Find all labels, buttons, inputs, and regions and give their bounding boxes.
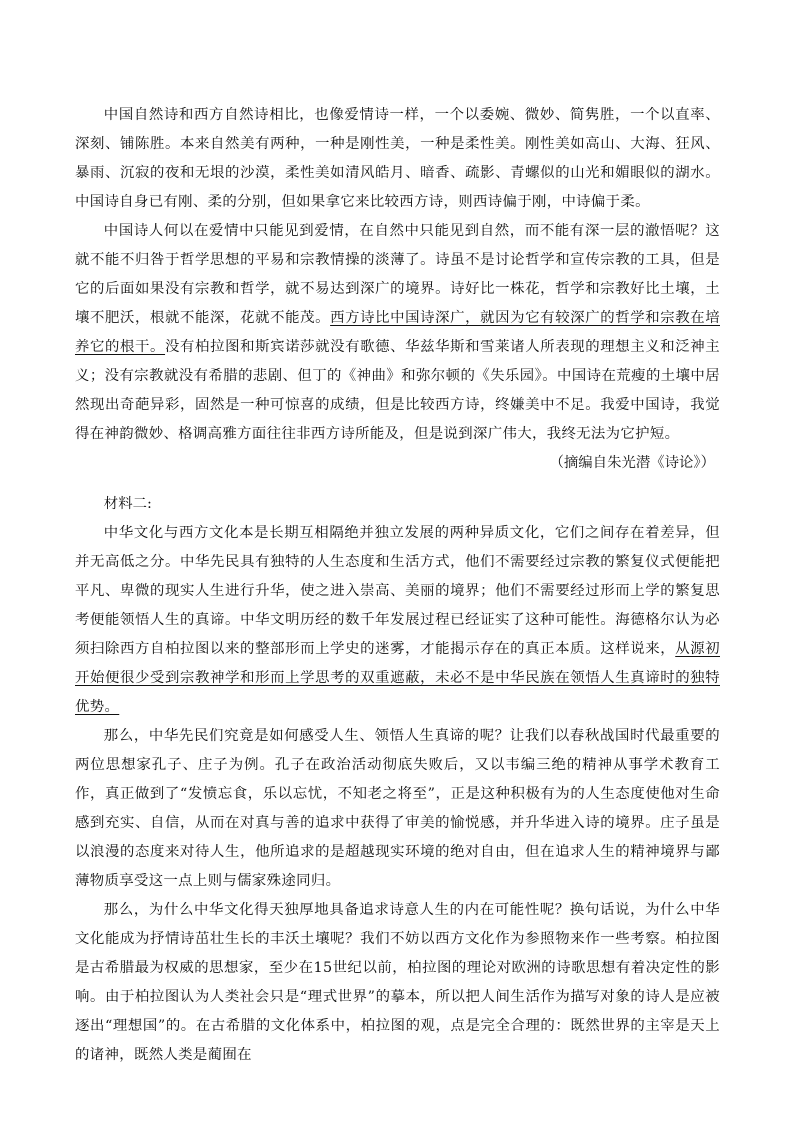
material2-paragraph-3: 那么，为什么中华文化得天独厚地具备追求诗意人生的内在可能性呢？换句话说，为什么中华文化能成为抒情诗茁壮生长的丰沃土壤呢？我们不妨以西方文化作为参照物来作一些考察。柏拉图是古希腊最为权威的思想家，至少在15世纪以前，柏拉图的理论对欧洲的诗歌思想有着决定性的影响。由于柏拉图认为人类社会只是“理式世界”的摹本，所以把人间生活作为描写对象的诗人是应被逐出“理想国”的。在古希腊的文化体系中，柏拉图的观，点是完全合理的：既然世界的主宰是天上的诸神，既然人类是蔺囿在 bbox=[75, 902, 720, 1063]
material1-paragraph-1: 中国自然诗和西方自然诗相比，也像爱情诗一样，一个以委婉、微妙、简隽胜，一个以直率、深刻、铺陈胜。本来自然美有两种，一种是刚性美，一种是柔性美。刚性美如高山、大海、狂风、暴雨、沉寂的夜和无垠的沙漠，柔性美如清风皓月、暗香、疏影、青螺似的山光和媚眼似的湖水。中国诗自身已有刚、柔的分别，但如果拿它来比较西方诗，则西诗偏于刚，中诗偏于柔。 bbox=[75, 107, 720, 210]
material2-paragraph-1 bbox=[75, 519, 720, 722]
underlined-sentence: 从源初开始便很少受到宗教神学和形而上学思考的双重遮蔽，未必不是中华民族在领悟人生真谛时的独特优势。 bbox=[75, 641, 720, 715]
material1-paragraph-2 bbox=[75, 217, 720, 449]
document-body bbox=[75, 101, 720, 1070]
paragraph-text: 中华文化与西方文化本是长期互相隔绝并独立发展的两种异质文化，它们之间存在着差异，但并无高低之分。中华先民具有独特的人生态度和生活方式，他们不需要经过宗教的繁复仪式便能把平凡、卑微的现实人生进行升华，使之进入崇高、美丽的境界；他们不需要经过形而上学的繁复思考便能领悟人生的真谛。中华文明历经的数千年发展过程已经证实了这种可能性。海德格尔认为必须扫除西方自柏拉图以来的整部形而上学史的迷雾，才能揭示存在的真正本质。这样说来， bbox=[75, 525, 720, 657]
material2-paragraph-2: 那么，中华先民们究竟是如何感受人生、领悟人生真谛的呢？让我们以春秋战国时代最重要的两位思想家孔子、庄子为例。孔子在政治活动彻底失败后，又以韦编三绝的精神从事学术教育工作，真正做到了“发愤忘食，乐以忘忧，不知老之将至”，正是这种积极有为的人生态度使他对生命感到充实、自信，从而在对真与善的追求中获得了审美的愉悦感，并升华进入诗的境界。庄子虽是以浪漫的态度来对待人生，他所追求的是超越现实环境的绝对自由，但在追求人生的精神境界与鄙薄物质享受这一点上则与儒家殊途同归。 bbox=[75, 728, 720, 889]
source-citation: （摘编自朱光潜《诗论》） bbox=[549, 455, 715, 471]
paragraph-text: 中国诗人何以在爱情中只能见到爱情，在自然中只能见到自然，而不能有深一层的澈悟呢？这就不能不归咎于哲学思想的平易和宗教情操的淡薄了。诗虽不是讨论哲学和宣传宗教的工具，但是它的后面如果没有宗教和哲学，就不易达到深广的境界。诗好比一株花，哲学和宗教好比土壤，土壤不肥沃，根就不能深，花就不能茂。 bbox=[75, 223, 720, 326]
material2-label: 材料二: bbox=[103, 496, 152, 512]
underlined-sentence: 西方诗比中国诗深广，就因为它有较深广的哲学和宗教在培养它的根干。 bbox=[75, 310, 720, 355]
paragraph-text: 没有柏拉图和斯宾诺莎就没有歌德、华兹华斯和雪莱诸人所表现的理想主义和泛神主义；没有宗教就没有希腊的悲剧、但丁的《神曲》和弥尔顿的《失乐园》。中国诗在荒瘦的土壤中居然现出奇葩异彩，固然是一种可惊喜的成绩，但是比较西方诗，终嫌美中不足。我爱中国诗，我觉得在神韵微妙、格调高雅方面往往非西方诗所能及，但是说到深广伟大，我终无法为它护短。 bbox=[75, 339, 721, 442]
